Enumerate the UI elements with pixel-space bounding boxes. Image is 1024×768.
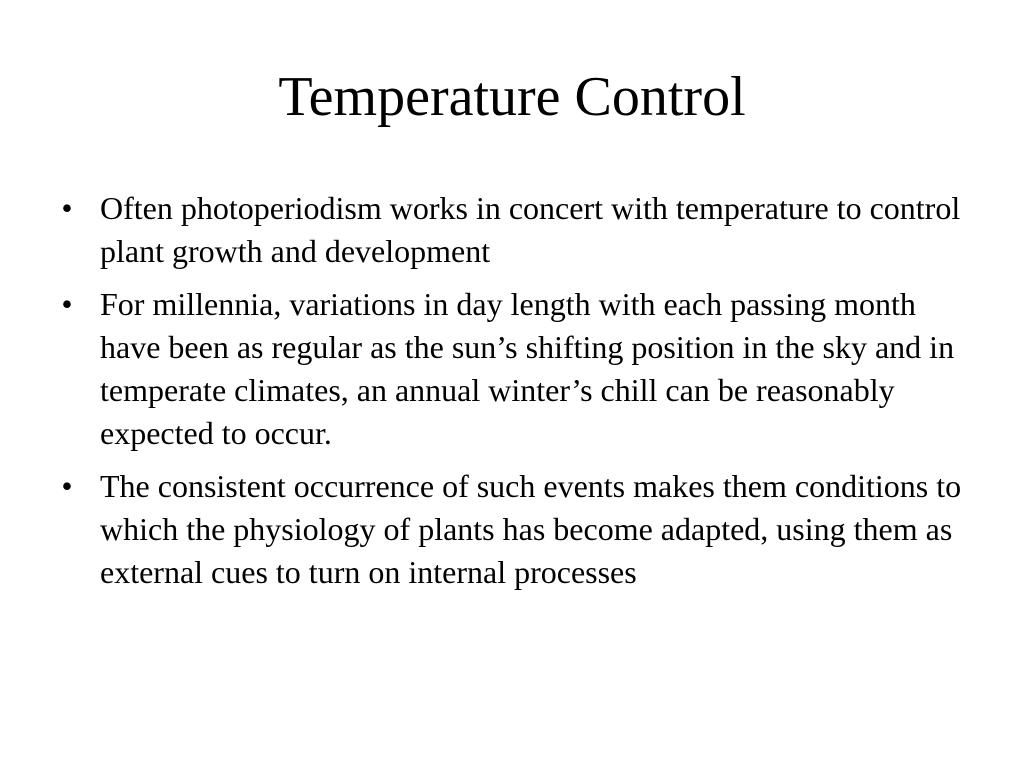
bullet-icon: • bbox=[61, 190, 73, 226]
bullet-icon: • bbox=[61, 468, 73, 504]
bullet-list bbox=[57, 187, 977, 604]
bullet-item bbox=[57, 465, 977, 594]
bullet-icon: • bbox=[61, 286, 73, 322]
bullet-text: For millennia, variations in day length with each passing month have been as regular as the sun’s shifting position in the sky and in temperate climates, an annual winter’s chill can be reasonably expected to occur. bbox=[100, 286, 955, 451]
bullet-text: Often photoperiodism works in concert with temperature to control plant growth and development bbox=[100, 190, 961, 269]
bullet-item bbox=[57, 187, 977, 273]
bullet-item bbox=[57, 283, 977, 455]
bullet-text: The consistent occurrence of such events makes them conditions to which the physiology of plants has become adapted, using them as external cues to turn on internal processes bbox=[100, 468, 962, 590]
slide-title: Temperature Control bbox=[278, 66, 746, 128]
